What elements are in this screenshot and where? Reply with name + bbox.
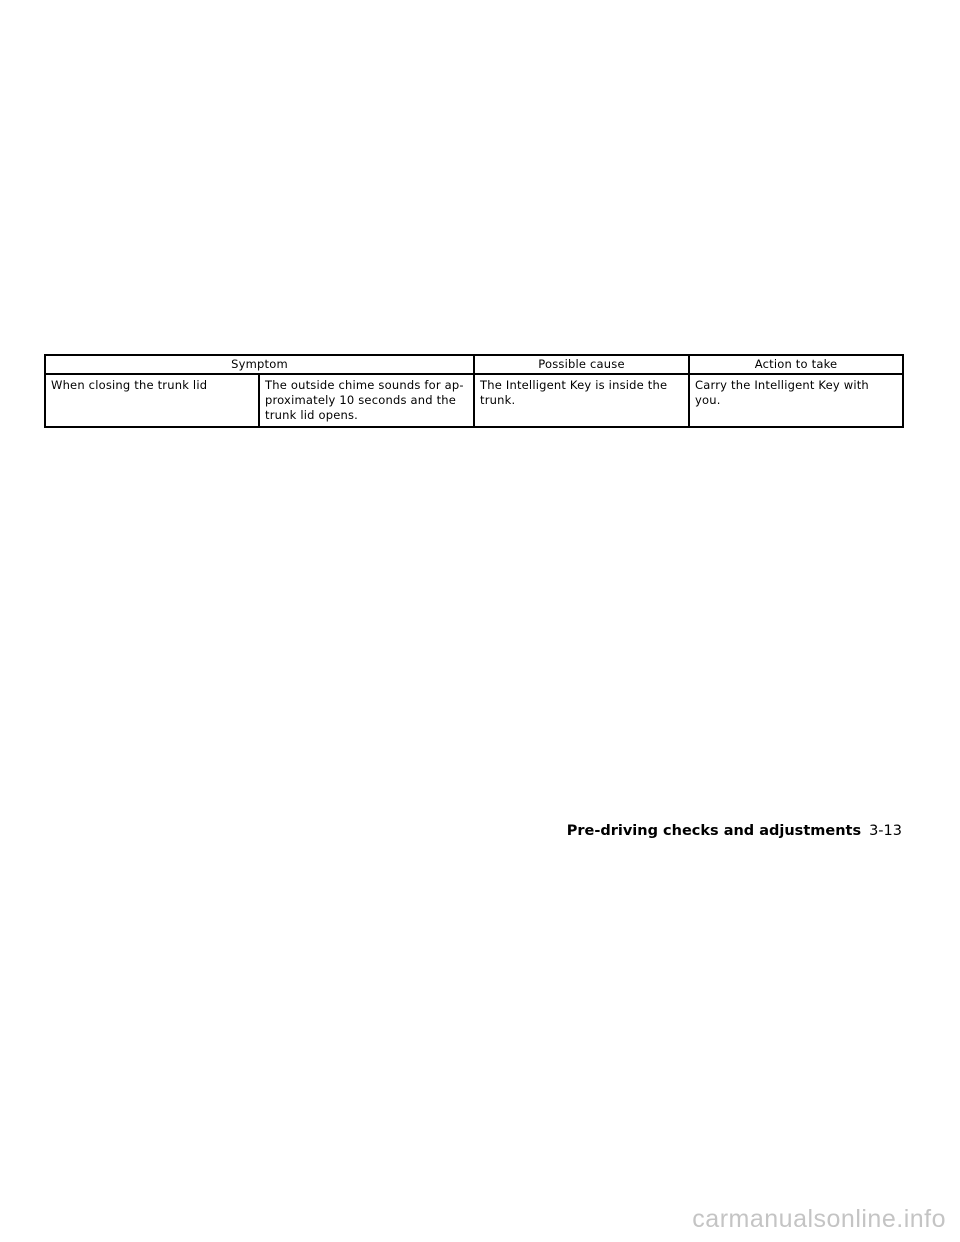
action-header: Action to take bbox=[689, 355, 903, 374]
cause-line: trunk. bbox=[480, 393, 516, 407]
symptom-line: proximately 10 seconds and the bbox=[265, 393, 457, 407]
section-title: Pre-driving checks and adjustments bbox=[566, 823, 862, 839]
table-row bbox=[45, 374, 903, 427]
troubleshooting-table bbox=[44, 354, 904, 428]
cause-cell bbox=[474, 374, 689, 427]
condition-cell: When closing the trunk lid bbox=[45, 374, 259, 427]
symptom-line: trunk lid opens. bbox=[265, 408, 359, 422]
cause-line: The Intelligent Key is inside the bbox=[480, 378, 668, 392]
page-footer bbox=[567, 823, 902, 839]
action-cell: Carry the Intelligent Key with you. bbox=[689, 374, 903, 427]
page-number: 3-13 bbox=[869, 823, 902, 839]
symptom-header: Symptom bbox=[45, 355, 474, 374]
possible-cause-header: Possible cause bbox=[474, 355, 689, 374]
symptom-line: The outside chime sounds for ap- bbox=[265, 378, 464, 392]
watermark: carmanualsonline.info bbox=[692, 1205, 946, 1233]
table-header-row bbox=[45, 355, 903, 374]
symptom-cell bbox=[259, 374, 474, 427]
